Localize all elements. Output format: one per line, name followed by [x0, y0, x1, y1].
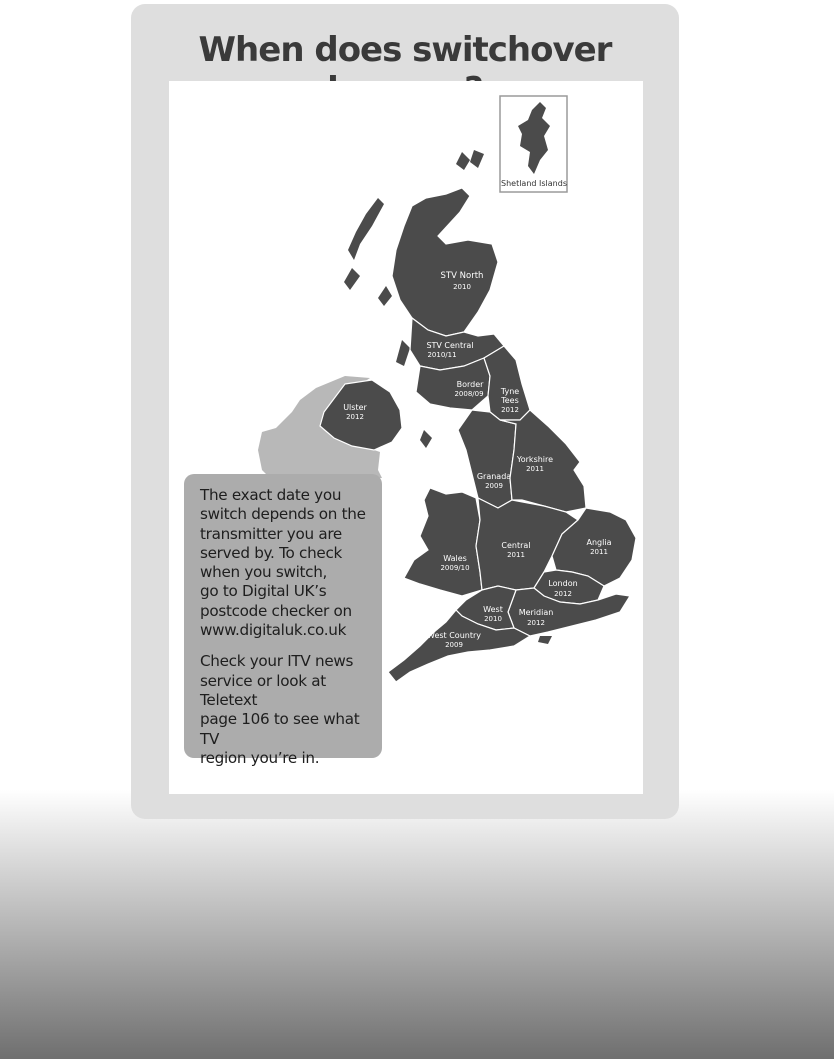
region-wales [404, 488, 482, 596]
isle-of-wight [538, 636, 552, 644]
region-year-ulster: 2012 [346, 413, 364, 421]
info-paragraph-region: Check your ITV news service or look at Teletext page 106 to see what TV region you’re in. [200, 652, 360, 767]
region-name-central: Central [501, 541, 531, 550]
region-year-london: 2012 [554, 590, 572, 598]
region-name-granada: Granada [476, 472, 512, 481]
shetland-islands-label: Shetland Islands [501, 179, 567, 188]
region-year-meridian: 2012 [527, 619, 545, 627]
info-paragraph-date: The exact date you switch depends on the transmitter you are served by. To check when you switch, go to Digital UK’s postcode checker on www.digitaluk.co.uk [200, 486, 366, 640]
region-year-stv-central: 2010/11 [427, 351, 457, 359]
region-year-tyne-tees: 2012 [501, 406, 519, 414]
region-name-west: West [483, 605, 503, 614]
region-name-wales: Wales [443, 554, 467, 563]
region-name-border: Border [456, 380, 484, 389]
region-year-yorkshire: 2011 [526, 465, 544, 473]
region-name-meridian: Meridian [518, 608, 554, 617]
region-name-yorkshire: Yorkshire [516, 455, 554, 464]
region-stv-north [392, 188, 498, 336]
region-name-anglia: Anglia [586, 538, 612, 547]
region-name-stv-north: STV North [440, 271, 484, 281]
region-year-anglia: 2011 [590, 548, 608, 556]
label-tyne-tees [500, 387, 519, 414]
region-name-london: London [548, 579, 578, 588]
region-granada [458, 410, 516, 508]
region-name-ulster: Ulster [343, 403, 367, 412]
orkney-islands [456, 150, 484, 170]
region-year-central: 2011 [507, 551, 525, 559]
region-name-tyne-tees-2: Tees [501, 396, 519, 405]
region-year-west: 2010 [484, 615, 502, 623]
region-year-border: 2008/09 [454, 390, 484, 398]
region-name-stv-central: STV Central [426, 341, 474, 350]
region-name-tyne-tees-1: Tyne [500, 387, 520, 396]
page-title: When does switchover [198, 30, 612, 70]
info-box [184, 474, 382, 767]
region-year-wales: 2009/10 [440, 564, 470, 572]
region-name-west-country: West Country [427, 631, 481, 640]
region-year-granada: 2009 [485, 482, 503, 490]
region-year-west-country: 2009 [445, 641, 463, 649]
region-year-stv-north: 2010 [453, 283, 471, 291]
